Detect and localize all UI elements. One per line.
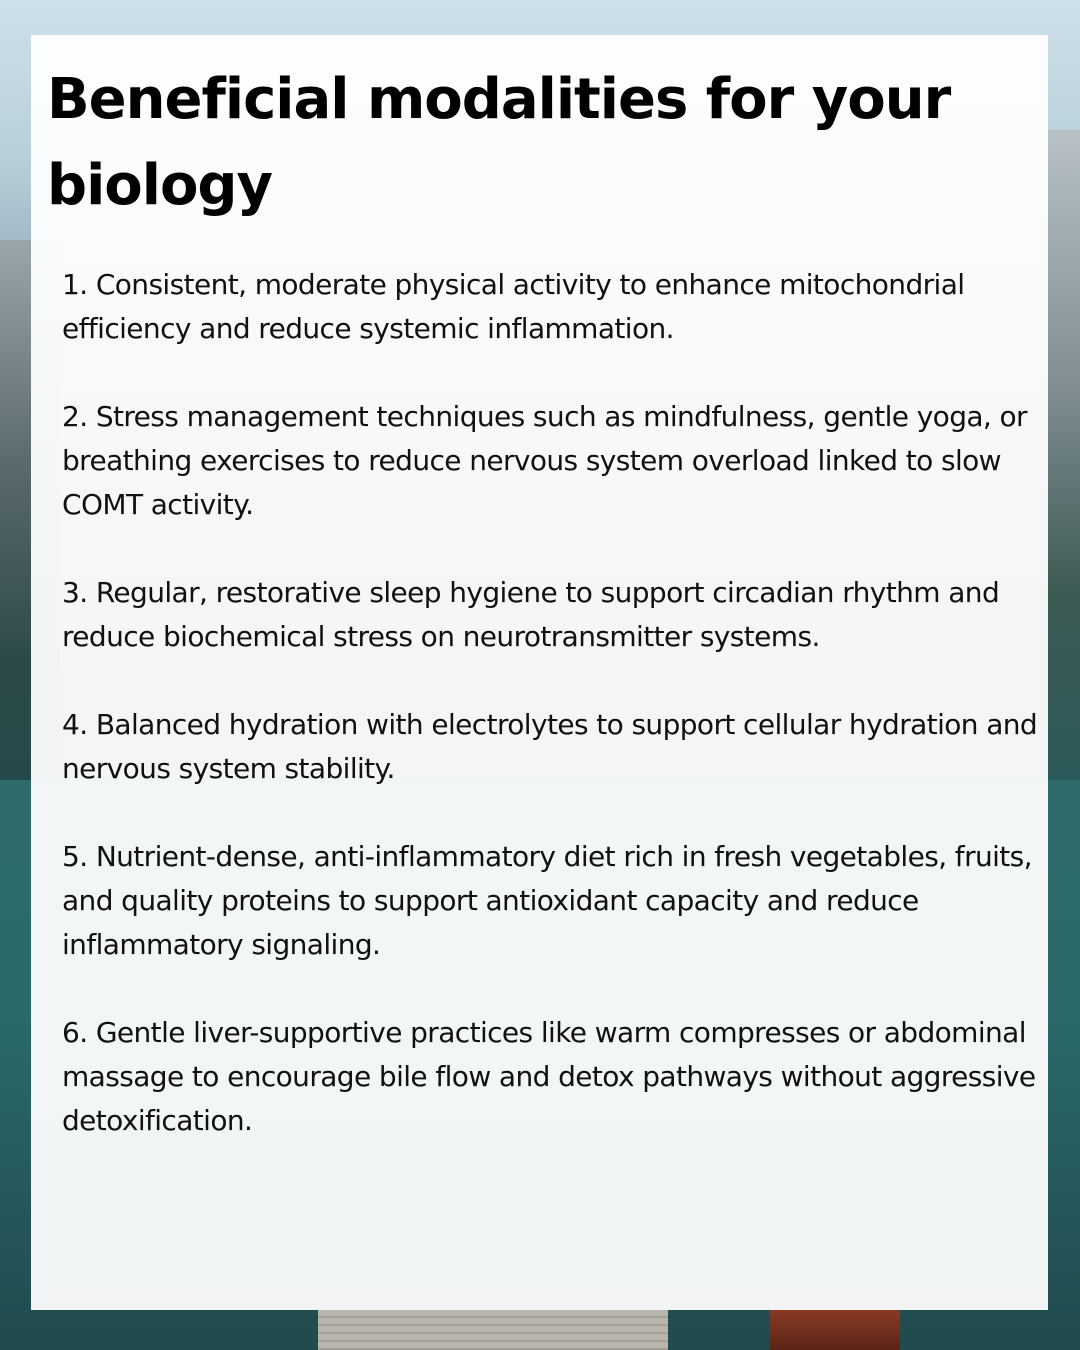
list-item: 4. Balanced hydration with electrolytes to support cellular hydration and nervous system stability.: [62, 708, 1038, 785]
list-item: 3. Regular, restorative sleep hygiene to support circadian rhythm and reduce biochemical stress on neurotransmitter systems.: [62, 576, 1000, 653]
background-boat: [770, 1310, 900, 1350]
list-item: 5. Nutrient-dense, anti-inflammatory diet rich in fresh vegetables, fruits, and quality proteins to support antioxidant capacity and reduce inflammatory signaling.: [62, 840, 1032, 961]
list-item: 1. Consistent, moderate physical activity to enhance mitochondrial efficiency and reduce systemic inflammation.: [62, 268, 965, 345]
content-card: [31, 35, 1048, 1310]
list-item: 6. Gentle liver-supportive practices like warm compresses or abdominal massage to encourage bile flow and detox pathways without aggressive detoxification.: [62, 1016, 1036, 1137]
modalities-list: [62, 263, 1042, 1187]
background-dock: [318, 1310, 668, 1350]
page-title: Beneficial modalities for your biology: [47, 67, 951, 218]
list-item: 2. Stress management techniques such as mindfulness, gentle yoga, or breathing exercises to reduce nervous system overload linked to slow COMT activity.: [62, 400, 1027, 521]
